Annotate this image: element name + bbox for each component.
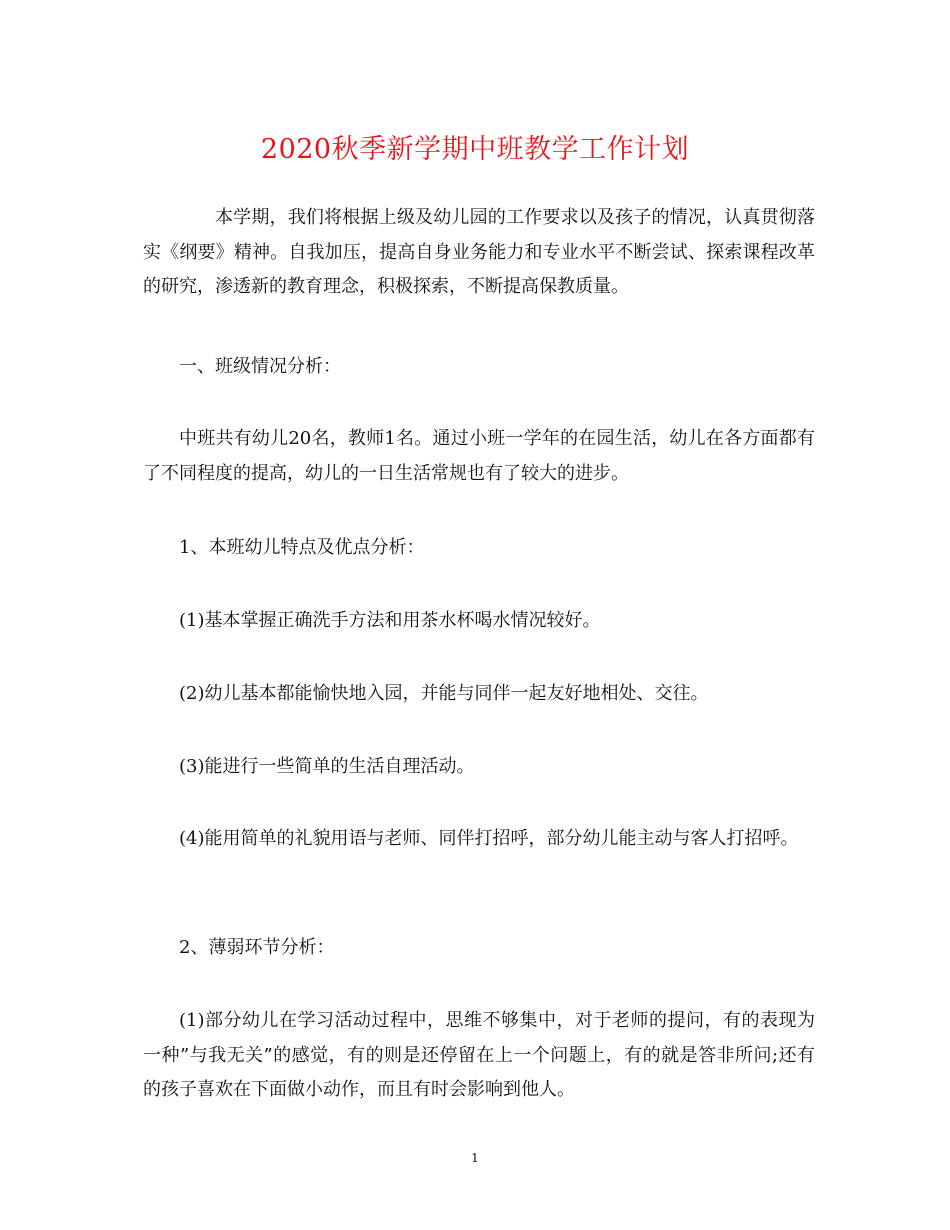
subheading-strengths: 1、本班幼儿特点及优点分析： — [179, 537, 425, 558]
weakness-item-1: (1)部分幼儿在学习活动过程中，思维不够集中，对于老师的提问，有的表现为一种”与我无关”的感觉，有的则是还停留在上一个问题上，有的就是答非所问;还有的孩子喜欢在下面做小动作，而且有时会影响到他人。 — [143, 1010, 815, 1100]
class-overview-paragraph: 中班共有幼儿20名，教师1名。通过小班一学年的在园生活，幼儿在各方面都有了不同程度的提高，幼儿的一日生活常规也有了较大的进步。 — [143, 428, 815, 484]
subheading-weaknesses: 2、薄弱环节分析： — [179, 937, 335, 958]
section-heading-class-analysis: 一、班级情况分析： — [179, 356, 341, 377]
strength-item-1: (1)基本掌握正确洗手方法和用茶水杯喝水情况较好。 — [179, 610, 601, 631]
intro-paragraph: 本学期，我们将根据上级及幼儿园的工作要求以及孩子的情况，认真贯彻落实《纲要》精神。自我加压，提高自身业务能力和专业水平不断尝试、探索课程改革的研究，渗透新的教育理念，积极探索，不断提高保教质量。 — [143, 207, 815, 297]
strength-item-3: (3)能进行一些简单的生活自理活动。 — [179, 756, 475, 777]
page-number: 1 — [471, 1151, 479, 1165]
document-title: 2020秋季新学期中班教学工作计划 — [260, 134, 690, 165]
strength-item-4: (4)能用简单的礼貌用语与老师、同伴打招呼，部分幼儿能主动与客人打招呼。 — [179, 828, 799, 849]
strength-item-2: (2)幼儿基本都能愉快地入园，并能与同伴一起友好地相处、交往。 — [179, 683, 709, 704]
